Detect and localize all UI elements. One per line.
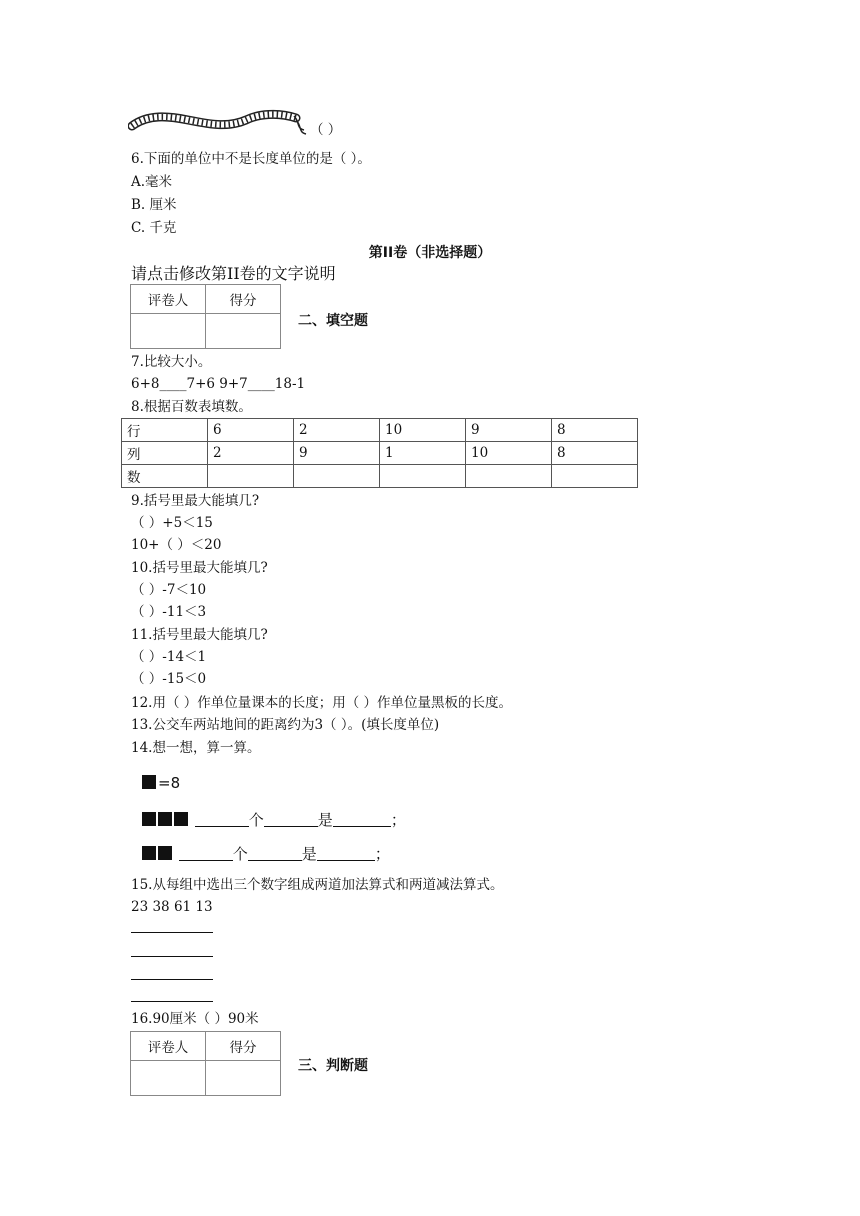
q6-question: 6.下面的单位中不是长度单位的是（ ）。	[131, 151, 371, 167]
q11-line-2: （ ）-15＜0	[131, 671, 207, 687]
square-icon	[142, 846, 156, 860]
q9-line-1: （ ）+5＜15	[131, 515, 213, 531]
table-cell: 2	[208, 442, 294, 465]
score-cell[interactable]	[206, 314, 281, 349]
q10-line-2: （ ）-11＜3	[131, 604, 207, 620]
q10-question: 10.括号里最大能填几?	[131, 560, 268, 576]
table-cell: 10	[380, 419, 466, 442]
answer-blank[interactable]	[248, 844, 302, 861]
part2-note: 请点击修改第II卷的文字说明	[131, 264, 336, 283]
rope-illustration	[128, 108, 308, 138]
q9-question: 9.括号里最大能填几?	[131, 493, 260, 509]
table-row	[122, 465, 638, 488]
section3-heading: 三、判断题	[298, 1058, 368, 1074]
score-cell[interactable]	[131, 314, 206, 349]
q16-question: 16.90厘米（ ）90米	[131, 1011, 259, 1027]
score-cell[interactable]	[206, 1061, 281, 1096]
q12-question: 12.用（ ）作单位量课本的长度；用（ ）作单位量黑板的长度。	[131, 695, 513, 711]
hundred-chart-table	[121, 418, 638, 488]
q7-question: 7.比较大小。	[131, 354, 212, 370]
q11-line-1: （ ）-14＜1	[131, 649, 207, 665]
answer-cell[interactable]	[552, 465, 638, 488]
answer-cell[interactable]	[294, 465, 380, 488]
q8-question: 8.根据百数表填数。	[131, 399, 252, 415]
q7-expr: 6+8____7+6 9+7____18-1	[131, 376, 306, 392]
q14-end: ；	[390, 811, 406, 829]
q5-answer-paren: （ ）	[310, 122, 342, 138]
q6-option-b: B. 厘米	[131, 197, 177, 213]
section2-heading: 二、填空题	[298, 313, 368, 329]
q14-word: 个	[248, 811, 264, 829]
table-cell: 8	[552, 442, 638, 465]
q14-row-1	[142, 809, 406, 830]
table-row	[122, 442, 638, 465]
square-icon	[142, 812, 156, 826]
q14-word: 个	[232, 845, 248, 863]
table-cell: 数	[122, 465, 208, 488]
q11-question: 11.括号里最大能填几?	[131, 627, 268, 643]
q14-question: 14.想一想，算一算。	[131, 740, 261, 756]
table-cell: 2	[294, 419, 380, 442]
q14-word: 是	[317, 811, 333, 829]
table-cell: 行	[122, 419, 208, 442]
score-col-grader: 评卷人	[131, 285, 206, 314]
square-icon	[158, 846, 172, 860]
q15-numbers: 23 38 61 13	[131, 899, 213, 915]
square-icon	[142, 775, 156, 789]
score-col-score: 得分	[206, 1032, 281, 1061]
answer-cell[interactable]	[466, 465, 552, 488]
q9-line-2: 10+（ ）＜20	[131, 537, 222, 553]
part2-title: 第II卷（非选择题）	[368, 245, 492, 261]
answer-cell[interactable]	[208, 465, 294, 488]
q14-word: 是	[301, 845, 317, 863]
q6-option-a: A.毫米	[131, 174, 173, 190]
score-col-score: 得分	[206, 285, 281, 314]
score-table-2	[130, 1031, 281, 1096]
answer-blank[interactable]	[317, 844, 375, 861]
answer-line[interactable]	[131, 956, 213, 957]
answer-line[interactable]	[131, 932, 213, 933]
table-cell: 6	[208, 419, 294, 442]
answer-blank[interactable]	[333, 810, 391, 827]
table-cell: 1	[380, 442, 466, 465]
q14-end: ；	[374, 845, 390, 863]
q15-question: 15.从每组中选出三个数字组成两道加法算式和两道减法算式。	[131, 877, 504, 893]
table-cell: 8	[552, 419, 638, 442]
answer-cell[interactable]	[380, 465, 466, 488]
answer-blank[interactable]	[179, 844, 233, 861]
answer-blank[interactable]	[264, 810, 318, 827]
q10-line-1: （ ）-7＜10	[131, 582, 207, 598]
square-icon	[158, 812, 172, 826]
square-icon	[174, 812, 188, 826]
q14-given	[142, 774, 180, 792]
table-cell: 9	[466, 419, 552, 442]
table-cell: 列	[122, 442, 208, 465]
answer-blank[interactable]	[195, 810, 249, 827]
answer-line[interactable]	[131, 1001, 213, 1002]
q6-option-c: C. 千克	[131, 220, 177, 236]
score-col-grader: 评卷人	[131, 1032, 206, 1061]
score-cell[interactable]	[131, 1061, 206, 1096]
table-row	[122, 419, 638, 442]
q14-row-2	[142, 843, 390, 864]
score-table-1	[130, 284, 281, 349]
table-cell: 9	[294, 442, 380, 465]
answer-line[interactable]	[131, 979, 213, 980]
q13-question: 13.公交车两站地间的距离约为3（ ）。(填长度单位)	[131, 717, 440, 733]
table-cell: 10	[466, 442, 552, 465]
q14-given-value: =8	[158, 774, 181, 792]
